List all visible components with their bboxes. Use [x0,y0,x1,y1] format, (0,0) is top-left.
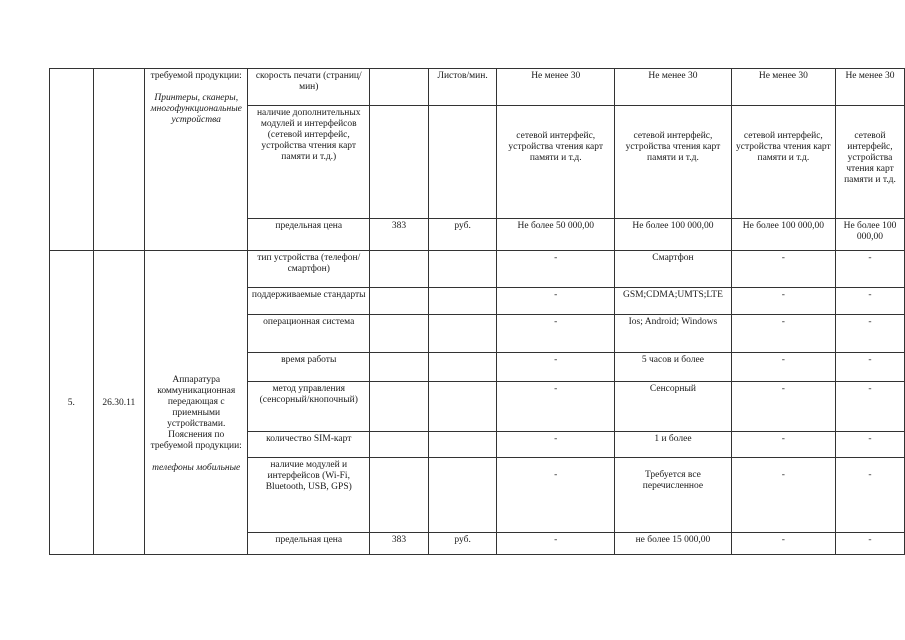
value-cell: - [497,432,615,458]
value-cell: - [835,533,904,555]
value-cell: Не менее 30 [731,69,835,106]
value-cell: Смартфон [615,251,732,288]
okei-code-cell: 383 [370,533,429,555]
value-cell: - [731,251,835,288]
unit-cell: руб. [428,219,497,251]
okei-code-cell: 383 [370,219,429,251]
requirements-table [49,68,905,555]
value-cell: - [497,288,615,315]
characteristic-cell: наличие модулей и интерфейсов (Wi-Fi, Bluetooth, USB, GPS) [248,458,370,533]
okei-code-cell [370,106,429,219]
okei-code-cell [370,69,429,106]
okei-code-cell [370,382,429,432]
product-name: Аппаратура коммуникационная передающая с приемными устройствами. [157,375,236,429]
value-cell: Не менее 30 [835,69,904,106]
value-cell: Не более 100 000,00 [835,219,904,251]
okei-code-cell [370,458,429,533]
value-cell: - [497,382,615,432]
product-examples: Принтеры, сканеры, многофункциональные устройства [150,93,242,125]
characteristic-cell: скорость печати (страниц/мин) [248,69,370,106]
unit-cell [428,288,497,315]
value-cell: сетевой интерфейс, устройства чтения карт памяти и т.д. [731,106,835,219]
value-cell: Требуется все перечисленное [615,458,732,533]
value-cell: не более 15 000,00 [615,533,732,555]
characteristic-cell: предельная цена [248,219,370,251]
characteristic-cell: предельная цена [248,533,370,555]
row-number-cell: 5. [50,251,94,555]
unit-cell [428,353,497,382]
okei-code-cell [370,288,429,315]
characteristic-cell: время работы [248,353,370,382]
unit-cell: Листов/мин. [428,69,497,106]
value-cell: - [835,382,904,432]
value-cell: Не менее 30 [615,69,732,106]
characteristic-cell: метод управления (сенсорный/кнопочный) [248,382,370,432]
okei-code-cell [370,251,429,288]
value-cell: сетевой интерфейс, устройства чтения карт памяти и т.д. [835,106,904,219]
table-row [50,251,905,288]
okpd-code-cell [93,69,145,251]
product-examples: телефоны мобильные [152,463,241,473]
unit-cell [428,432,497,458]
value-cell: - [835,315,904,353]
unit-cell [428,458,497,533]
value-cell: - [497,458,615,533]
product-note: Пояснения по требуемой продукции: [150,430,242,451]
unit-cell: руб. [428,533,497,555]
value-cell: Не менее 30 [497,69,615,106]
product-name-cell [145,251,248,555]
characteristic-cell: наличие дополнительных модулей и интерфейсов (сетевой интерфейс, устройства чтения карт памяти и т.д.) [248,106,370,219]
value-cell: - [731,458,835,533]
value-cell: - [731,432,835,458]
value-cell: 5 часов и более [615,353,732,382]
value-cell: - [497,315,615,353]
characteristic-cell: операционная система [248,315,370,353]
value-cell: - [835,353,904,382]
value-cell: - [497,251,615,288]
okei-code-cell [370,432,429,458]
value-cell: - [731,353,835,382]
okei-code-cell [370,353,429,382]
unit-cell [428,251,497,288]
value-cell: Ios; Android; Windows [615,315,732,353]
value-cell: - [835,251,904,288]
value-cell: - [731,382,835,432]
value-cell: - [835,432,904,458]
characteristic-cell: количество SIM-карт [248,432,370,458]
value-cell: - [835,458,904,533]
product-name-cell [145,69,248,251]
value-cell: - [497,533,615,555]
table-row [50,69,905,106]
characteristic-cell: поддерживаемые стандарты [248,288,370,315]
unit-cell [428,106,497,219]
value-cell: - [497,353,615,382]
okpd-code-cell: 26.30.11 [93,251,145,555]
product-description: требуемой продукции: [150,71,242,81]
value-cell: сетевой интерфейс, устройства чтения карт памяти и т.д. [497,106,615,219]
value-cell: - [731,315,835,353]
row-number-cell [50,69,94,251]
characteristic-cell: тип устройства (телефон/смартфон) [248,251,370,288]
value-cell: сетевой интерфейс, устройства чтения карт памяти и т.д. [615,106,732,219]
value-cell: - [731,533,835,555]
value-cell: 1 и более [615,432,732,458]
value-cell: Не более 100 000,00 [615,219,732,251]
okei-code-cell [370,315,429,353]
value-cell: Сенсорный [615,382,732,432]
value-cell: Не более 100 000,00 [731,219,835,251]
unit-cell [428,315,497,353]
unit-cell [428,382,497,432]
value-cell: - [731,288,835,315]
value-cell: - [835,288,904,315]
value-cell: GSM;CDMA;UMTS;LTE [615,288,732,315]
value-cell: Не более 50 000,00 [497,219,615,251]
